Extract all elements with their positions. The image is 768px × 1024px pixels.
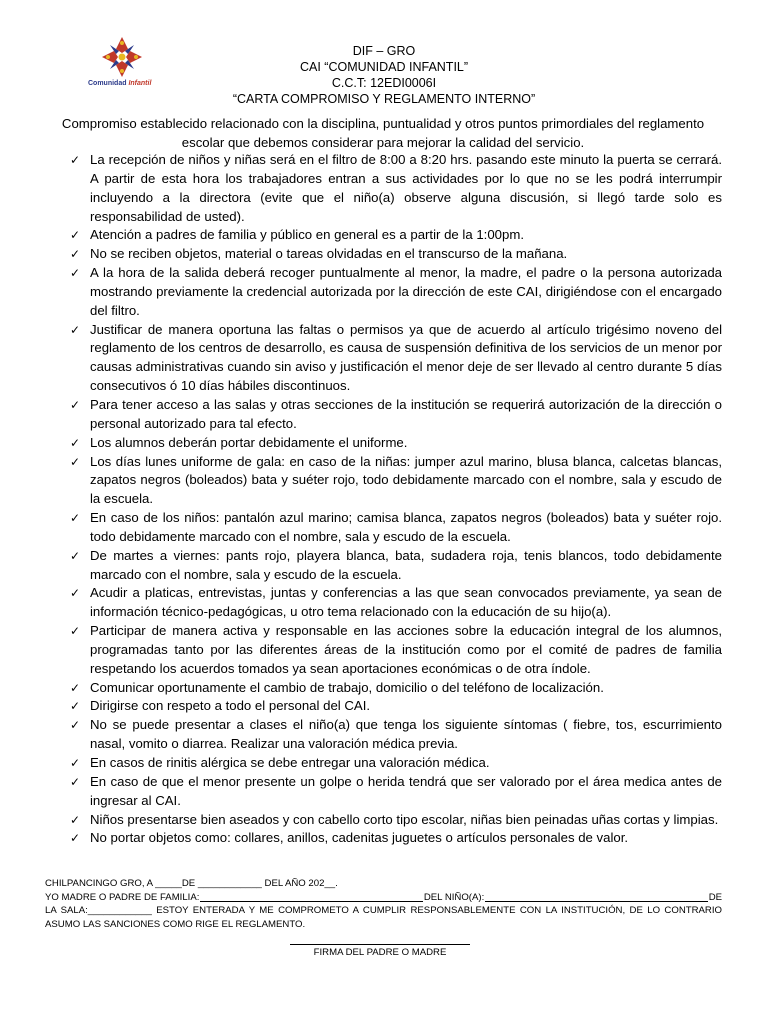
rule-text: Para tener acceso a las salas y otras secciones de la institución se requerirá autorización de la dirección o personal autorizado para tal efecto. — [90, 396, 722, 431]
date-line: CHILPANCINGO GRO, A _____DE ____________ DEL AÑO 202__. — [45, 878, 338, 889]
rule-text: A la hora de la salida deberá recoger puntualmente al menor, la madre, el padre o la persona autorizada mostrando previamente la credencial autorizada por la dirección de este CAI, dirigiéndose con el encargado del filtro. — [90, 265, 722, 318]
checkmark-icon: ✓ — [70, 247, 81, 262]
rule-text: En casos de rinitis alérgica se debe entregar una valoración médica. — [90, 755, 490, 770]
rule-text: La recepción de niños y niñas será en el filtro de 8:00 a 8:20 hrs. pasando este minuto la puerta se cerrará. A partir de esta hora los trabajadores entran a sus actividades por lo que no se les podrá interrumpir incluyendo a la directora (evite que el niño(a) observe alguna discusión, si llegó tarde solo es responsabilidad de usted). — [90, 152, 722, 224]
list-item — [70, 754, 722, 773]
checkmark-icon: ✓ — [70, 756, 81, 770]
checkmark-icon: ✓ — [70, 831, 81, 846]
checkmark-icon: ✓ — [70, 718, 81, 733]
list-item — [70, 226, 722, 245]
logo-text-part1: Comunidad — [88, 80, 127, 87]
rule-text: Participar de manera activa y responsable en las acciones sobre la educación integral de los alumnos, programadas tanto por las diferentes áreas de la institución como por el comité de padres de familia respetando los acuerdos tomados ya sean aportaciones económicas o de otra índole. — [90, 623, 722, 676]
parent-name-field[interactable] — [200, 891, 422, 902]
parent-name-line — [45, 891, 722, 905]
list-item — [70, 584, 722, 622]
rules-list — [70, 151, 722, 848]
list-item — [70, 453, 722, 510]
document-header — [0, 43, 768, 107]
checkmark-icon: ✓ — [70, 228, 81, 243]
checkmark-icon: ✓ — [70, 586, 81, 601]
document-title: “CARTA COMPROMISO Y REGLAMENTO INTERNO” — [232, 92, 536, 106]
list-item — [70, 321, 722, 396]
checkmark-icon: ✓ — [70, 511, 81, 526]
rule-text: No se reciben objetos, material o tareas olvidadas en el transcurso de la mañana. — [90, 246, 568, 262]
rule-text: De martes a viernes: pants rojo, playera blanca, bata, sudadera roja, tenis blancos, todo debidamente marcado con el nombre, sala y escudo de la escuela. — [90, 547, 722, 582]
checkmark-icon: ✓ — [70, 812, 81, 827]
header-line-1: DIF – GRO — [352, 44, 416, 58]
list-item — [70, 811, 722, 830]
list-item — [70, 697, 722, 716]
checkmark-icon: ✓ — [70, 397, 81, 412]
consent-form — [45, 877, 722, 931]
checkmark-icon: ✓ — [70, 153, 81, 167]
list-item — [70, 434, 722, 453]
header-line-3: C.C.T: 12EDI0006I — [331, 76, 437, 90]
rule-text: En caso de que el menor presente un golpe o herida tendrá que ser valorado por el área medica antes de ingresar al CAI. — [90, 773, 722, 808]
checkmark-icon: ✓ — [70, 624, 81, 639]
rule-text: Justificar de manera oportuna las faltas o permisos ya que de acuerdo al artículo trigésimo noveno del reglamento de los centros de desarrollo, es causa de suspensión definitiva de los servicios de un menor por causas administrativas cuando sin aviso y justificación el menor deje de ser llevado al centro durante 5 días consecutivos ó 10 días hábiles discontinuos. — [90, 321, 722, 394]
list-item — [70, 264, 722, 321]
rule-text: No portar objetos como: collares, anillos, cadenitas juguetes o artículos personales de valor. — [90, 830, 629, 846]
child-name-field[interactable] — [485, 891, 707, 902]
rule-text: Los días lunes uniforme de gala: en caso de la niñas: jumper azul marino, blusa blanca, calcetas blancas, zapatos negros (boleados) bata y suéter rojo, todo debidamente marcado con el nombre, sala y escudo de la escuela. — [90, 453, 722, 507]
rule-text: Los alumnos deberán portar debidamente el uniforme. — [90, 434, 408, 450]
rule-text: En caso de los niños: pantalón azul marino; camisa blanca, zapatos negros (boleados) bata y suéter rojo. todo debidamente marcado con el nombre, sala y escudo de la escuela. — [90, 510, 722, 544]
logo-text-part2: Infantil — [128, 80, 152, 87]
checkmark-icon: ✓ — [70, 699, 81, 714]
list-item — [70, 716, 722, 754]
rule-text: Dirigirse con respeto a todo el personal del CAI. — [90, 698, 371, 714]
rule-text: No se puede presentar a clases el niño(a) que tenga los siguiente síntomas ( fiebre, tos, escurrimiento nasal, vomito o diarrea. Realizar una valoración médica previa. — [90, 717, 722, 752]
list-item — [70, 151, 722, 226]
list-item — [70, 245, 722, 264]
list-item — [70, 547, 722, 585]
checkmark-icon: ✓ — [70, 266, 81, 281]
checkmark-icon: ✓ — [70, 680, 81, 695]
checkmark-icon: ✓ — [70, 322, 81, 337]
checkmark-icon: ✓ — [70, 774, 81, 789]
rule-text: Atención a padres de familia y público en general es a partir de la 1:00pm. — [90, 227, 524, 243]
commitment-statement: LA SALA:____________ ESTOY ENTERADA Y ME COMPROMETO A CUMPLIR RESPONSABLEMENTE CON LA INSTITUCIÓN, DE LO CONTRARIO ASUMO LAS SANCIONES COMO RIGE EL REGLAMENTO. — [45, 905, 722, 930]
signature-label: FIRMA DEL PADRE O MADRE — [313, 947, 447, 958]
header-line-2: CAI “COMUNIDAD INFANTIL” — [299, 60, 469, 74]
checkmark-icon: ✓ — [70, 454, 81, 469]
parent-label: YO MADRE O PADRE DE FAMILIA: — [45, 891, 200, 903]
de-label: DE — [708, 891, 723, 903]
list-item — [70, 396, 722, 434]
signature-field[interactable] — [290, 944, 470, 945]
rule-text: Niños presentarse bien aseados y con cabello corto tipo escolar, niñas bien peinadas uñas cortas y limpias. — [90, 811, 719, 827]
list-item — [70, 622, 722, 679]
child-label: DEL NIÑO(A): — [423, 891, 485, 903]
checkmark-icon: ✓ — [70, 548, 81, 563]
list-item — [70, 773, 722, 811]
intro-paragraph: Compromiso establecido relacionado con la disciplina, puntualidad y otros puntos primordiales del reglamento escolar que debemos considerar para mejorar la calidad del servicio. — [61, 116, 705, 150]
rule-text: Comunicar oportunamente el cambio de trabajo, domicilio o del teléfono de localización. — [90, 679, 604, 695]
rule-text: Acudir a platicas, entrevistas, juntas y conferencias a las que sean convocados previamente, ya sean de información técnico-pedagógicas, u otro tema relacionado con la educación de su hijo(a). — [90, 585, 722, 620]
checkmark-icon: ✓ — [70, 435, 81, 450]
list-item — [70, 829, 722, 848]
list-item — [70, 679, 722, 698]
list-item — [70, 509, 722, 547]
